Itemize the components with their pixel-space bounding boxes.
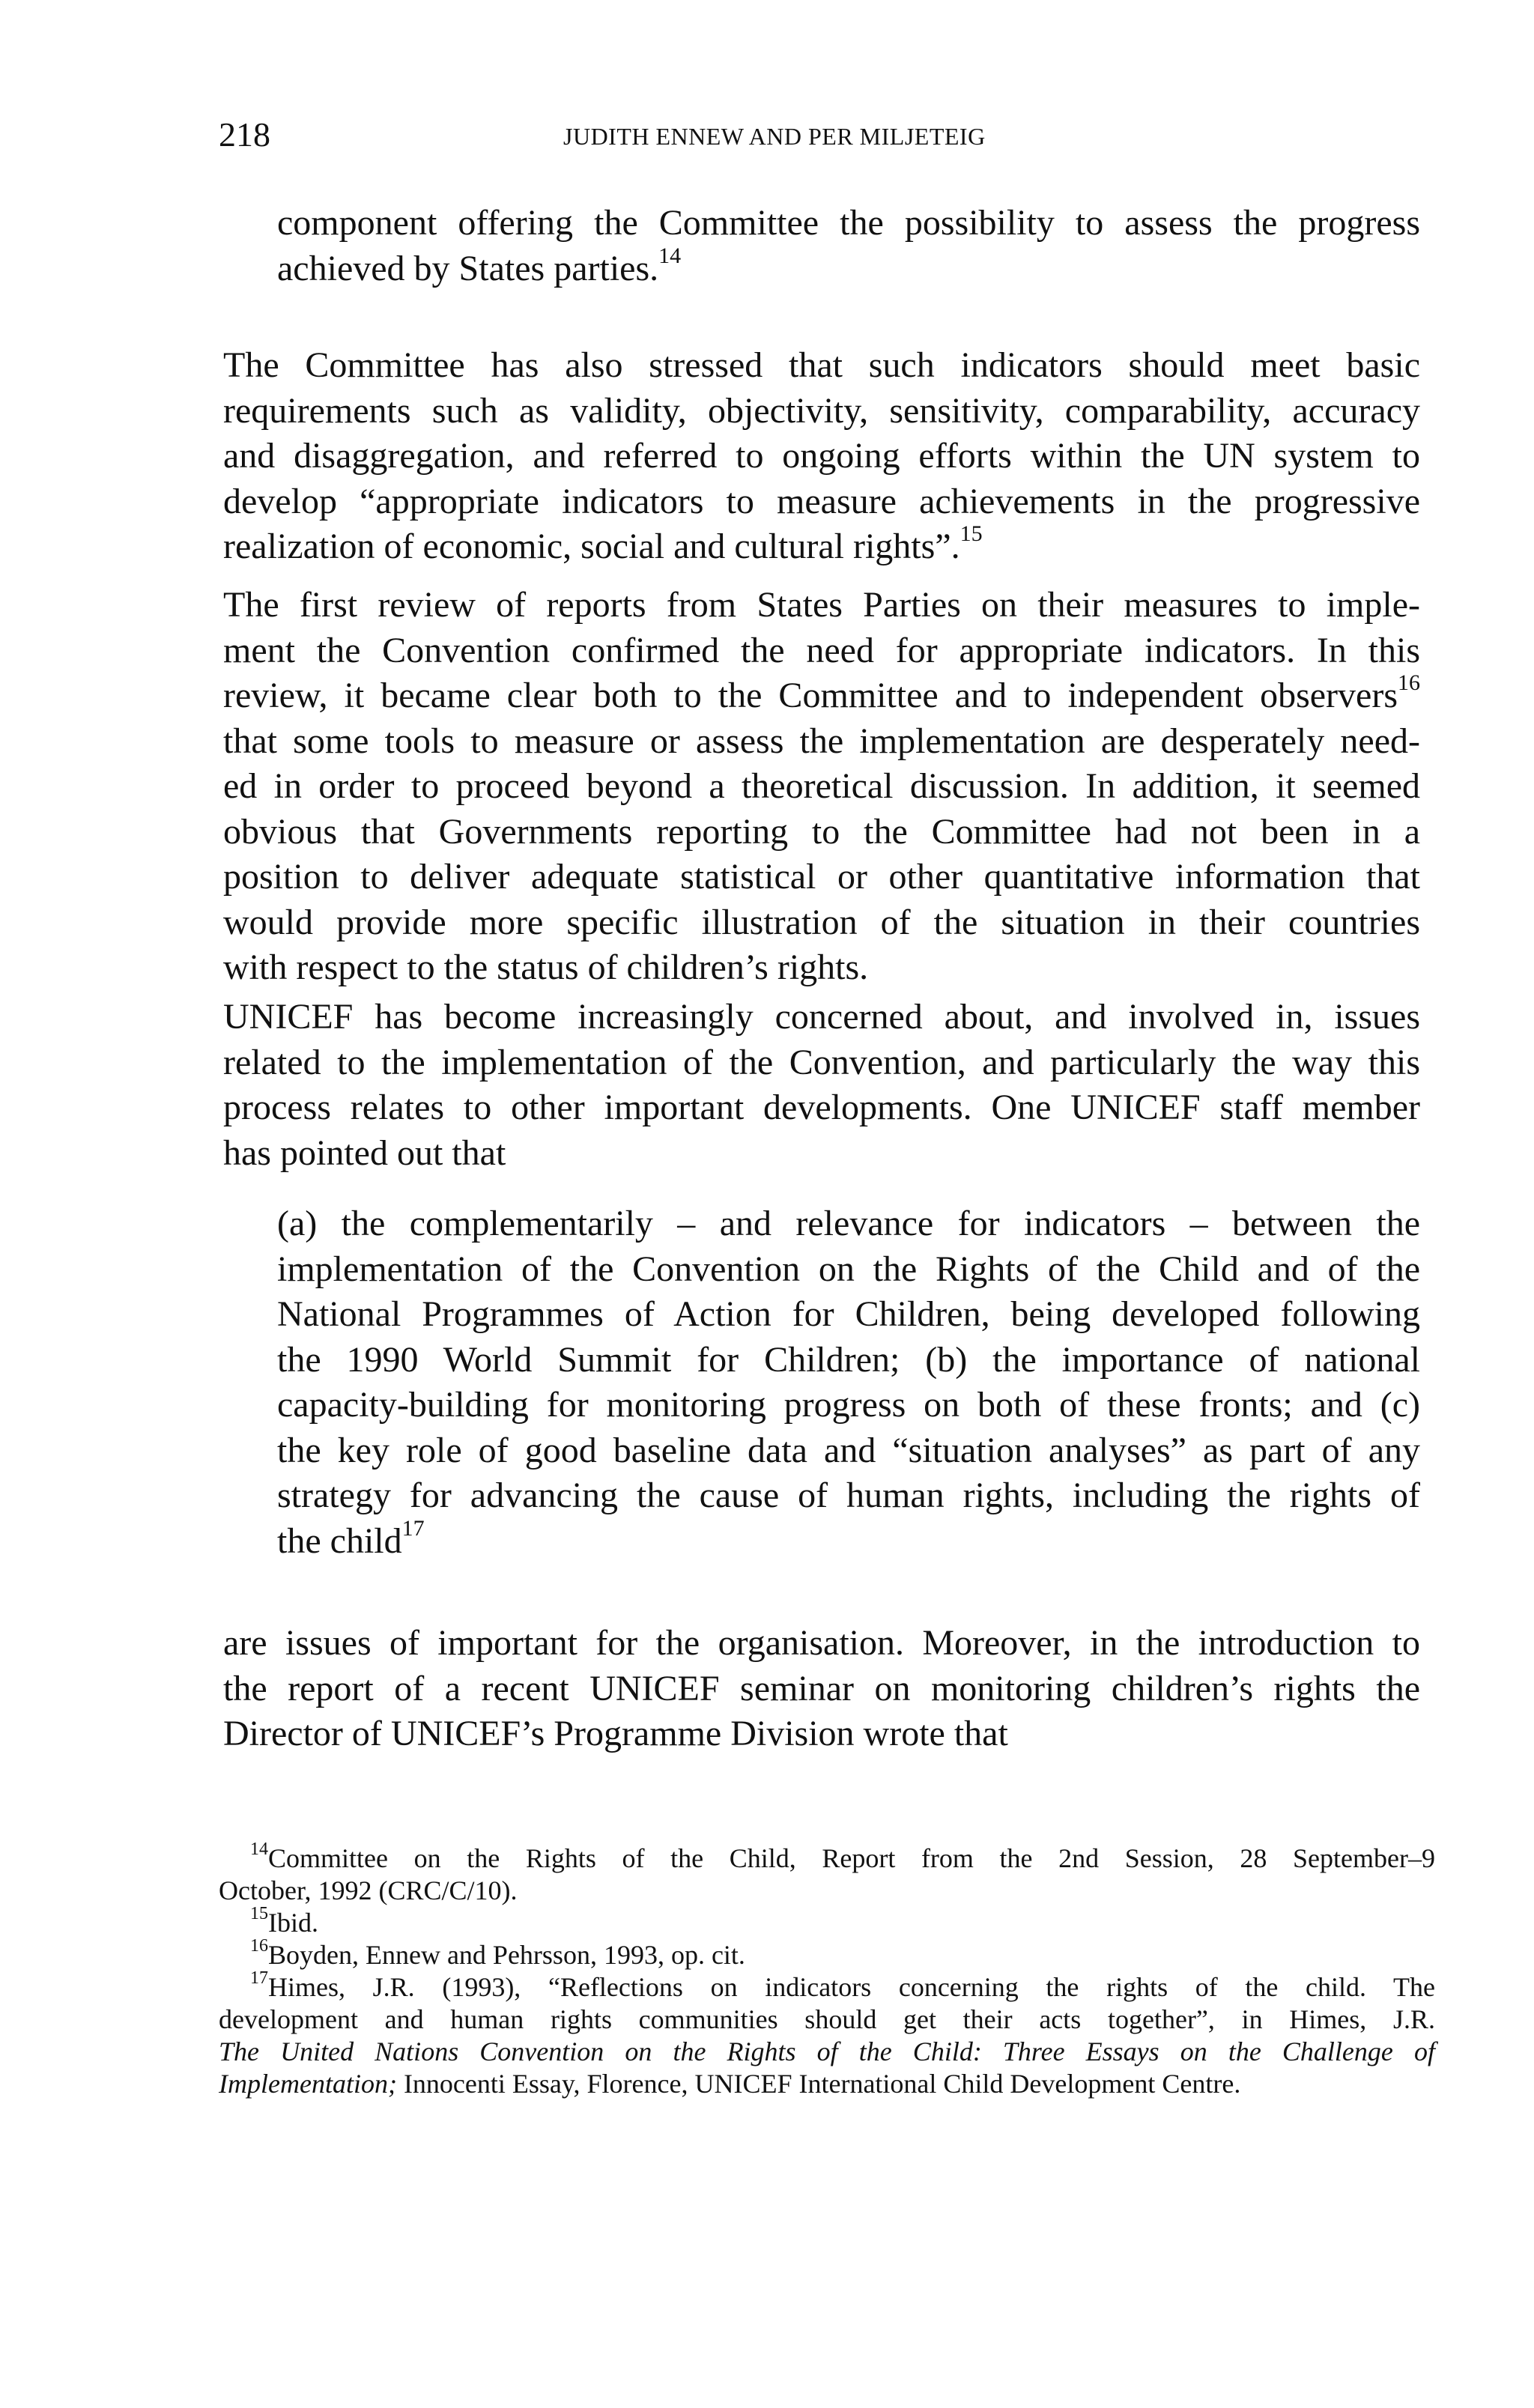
footnote-14 — [219, 1840, 1435, 1907]
page-header — [219, 112, 1435, 165]
text-line: the 1990 World Summit for Children; (b) the importance of national — [277, 1339, 1420, 1380]
text-line: ed in order to proceed beyond a theoretical discussion. In addition, it seemed — [223, 766, 1420, 806]
text-line: capacity-building for monitoring progress on both of these fronts; and (c) — [277, 1385, 1420, 1425]
text-line: requirements such as validity, objectivity, sensitivity, comparability, accuracy — [223, 390, 1420, 431]
footnote-number: 16 — [250, 1936, 268, 1956]
footnote-number: 14 — [250, 1840, 268, 1859]
text-line: The first review of reports from States Parties on their measures to imple- — [223, 585, 1420, 625]
text-line: review, it became clear both to the Committee and to independent observers$^{16}$ — [223, 670, 1420, 715]
text-line: UNICEF has become increasingly concerned about, and involved in, issues — [223, 997, 1420, 1037]
text-line: process relates to other important developments. One UNICEF staff member — [223, 1088, 1420, 1127]
footnote-ref: 16 — [1398, 670, 1420, 695]
footnote-number: 15 — [250, 1904, 268, 1923]
footnote-ref: 14 — [658, 243, 682, 268]
footnote-15 — [219, 1904, 1435, 1939]
text-line: component offering the Committee the possibility to assess the progress — [277, 203, 1420, 243]
text-line: the key role of good baseline data and “situation analyses” as part of any — [277, 1430, 1420, 1470]
text-line: implementation of the Convention on the Rights of the Child and of the — [277, 1249, 1420, 1289]
footnote-line: $^{14}$Committee on the Rights of the Child, Report from the 2nd Session, 28 September–9 — [250, 1840, 1435, 1873]
running-head: JUDITH ENNEW AND PER MILJETEIG — [563, 123, 986, 150]
text-line: (a) the complementarily – and relevance for indicators – between the — [277, 1204, 1420, 1243]
text-line: are issues of important for the organisation. Moreover, in the introduction to — [223, 1623, 1420, 1663]
footnote-line: $^{17}$Himes, J.R. (1993), “Reflections on indicators concerning the rights of the child. The — [250, 1968, 1435, 2002]
text-line: strategy for advancing the cause of human rights, including the rights of — [277, 1476, 1420, 1515]
footnote-line: Implementation; Innocenti Essay, Florence, UNICEF International Child Development Centre. — [219, 2069, 1241, 2099]
text-line: develop “appropriate indicators to measure achievements in the progressive — [223, 481, 1420, 521]
text-line: and disaggregation, and referred to ongoing efforts within the UN system to — [223, 436, 1420, 476]
text-line: the report of a recent UNICEF seminar on monitoring children’s rights the — [223, 1668, 1420, 1708]
footnote-ref: 15 — [959, 521, 983, 546]
text-line: ment the Convention confirmed the need for appropriate indicators. In this — [223, 630, 1420, 670]
text-line: related to the implementation of the Convention, and particularly the way this — [223, 1042, 1420, 1082]
text-line: The Committee has also stressed that such indicators should meet basic — [223, 345, 1420, 385]
text-line: would provide more specific illustration of the situation in their countries — [223, 902, 1420, 942]
text-line: achieved by States parties.$^{14}$ — [277, 243, 682, 288]
text-line: the child$^{17}$ — [277, 1515, 425, 1561]
paragraph — [223, 1621, 1420, 1757]
text-line: National Programmes of Action for Children, being developed following — [277, 1294, 1420, 1334]
paragraph — [223, 583, 1420, 991]
footnote-line: $^{15}$Ibid. — [250, 1904, 318, 1938]
paragraph — [223, 995, 1420, 1176]
footnote-17 — [219, 1968, 1435, 2100]
text-line: has pointed out that — [223, 1132, 506, 1173]
block-quote — [277, 1201, 1420, 1564]
footnote-line: $^{16}$Boyden, Ennew and Pehrsson, 1993, op. cit. — [250, 1936, 745, 1970]
text-line: with respect to the status of children’s rights. — [223, 947, 869, 987]
footnote-line: development and human rights communities should get their acts together”, in Himes, J.R. — [219, 2004, 1435, 2034]
paragraph — [223, 343, 1420, 570]
footnote-ref: 17 — [401, 1515, 425, 1541]
text-line: obvious that Governments reporting to the Committee had not been in a — [223, 811, 1420, 852]
text-line: Director of UNICEF’s Programme Division wrote that — [223, 1714, 1008, 1753]
footnote-16 — [219, 1936, 1435, 1971]
footnote-line: The United Nations Convention on the Rights of the Child: Three Essays on the Challenge of — [219, 2037, 1435, 2066]
paragraph-continuation — [277, 201, 1420, 291]
footnote-line: October, 1992 (CRC/C/10). — [219, 1875, 518, 1905]
page-number: 218 — [219, 115, 270, 154]
footnote-number: 17 — [250, 1968, 268, 1988]
text-line: that some tools to measure or assess the implementation are desperately need- — [223, 721, 1420, 761]
text-line: realization of economic, social and cultural rights”.$^{15}$ — [223, 521, 983, 566]
text-line: position to deliver adequate statistical or other quantitative information that — [223, 857, 1420, 897]
